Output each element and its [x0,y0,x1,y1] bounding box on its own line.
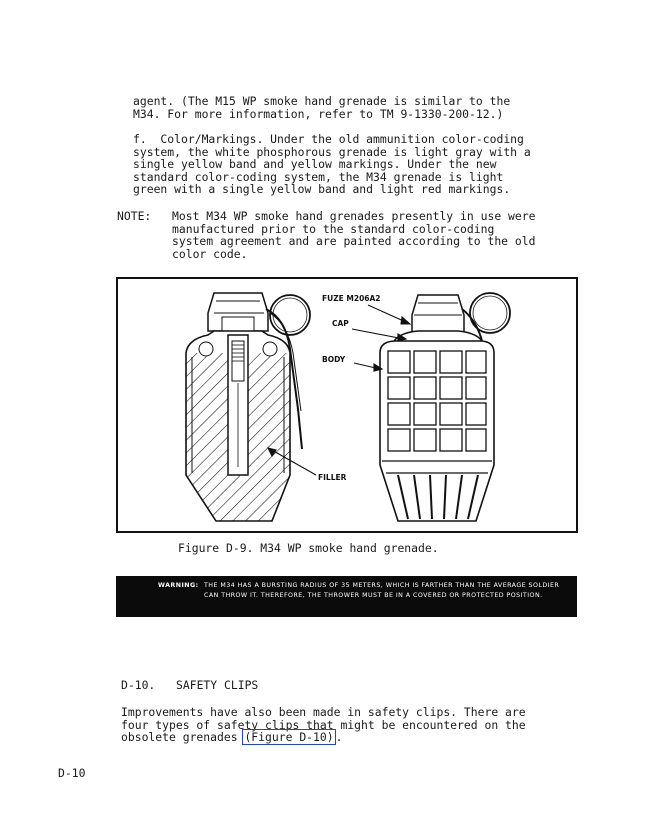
text-line: four types of safety clips that might be encountered on the [121,717,526,732]
grenade-illustration [118,279,576,531]
warning-banner [116,576,577,617]
text-line: . [335,730,343,745]
text-line: obsolete grenades [121,730,245,745]
note-label: NOTE: [117,209,152,223]
section-number: D-10. [121,678,156,692]
text-line: system agreement and are painted according to the old [172,234,536,249]
note-text [172,210,535,260]
page-number: D-10 [58,766,86,780]
warning-text: THE M34 HAS A BURSTING RADIUS OF 35 METERS, WHICH IS FARTHER THAN THE AVERAGE SOLDIER CAN THROW IT. THEREFORE, THE THROWER MUST BE IN A COVERED OR PROTECTED POSITION. [204,582,560,599]
warning-label: WARNING: [158,582,199,589]
text-line: agent. (The M15 WP smoke hand grenade is similar to the [133,94,511,108]
figure-d9-frame [116,277,578,533]
text-line: color code. [172,246,248,261]
cutaway-grenade [186,293,310,521]
text-line: Most M34 WP smoke hand grenades presently in use were [172,209,536,223]
filler-label: FILLER [318,473,347,482]
agent-paragraph [133,95,510,120]
text-line: M34. For more information, refer to TM 9-1330-200-12.) [133,106,504,121]
cap-label: CAP [332,319,349,328]
text-line: f. Color/Markings. Under the old ammunition color-coding [133,132,524,146]
color-markings-paragraph [133,133,531,196]
text-line: green with a single yellow band and light red markings. [133,182,511,197]
section-title: SAFETY CLIPS [176,678,259,692]
safety-clips-paragraph [121,706,526,744]
fuze-label: FUZE M206A2 [322,294,381,303]
body-label: BODY [322,355,346,364]
text-line: single yellow band and yellow markings. Under the new [133,157,497,172]
figure-d10-link[interactable]: (Figure D-10) [244,730,334,745]
text-line: standard color-coding system, the M34 grenade is light [133,169,504,184]
figure-caption: Figure D-9. M34 WP smoke hand grenade. [178,541,439,555]
text-line: Improvements have also been made in safety clips. There are [121,705,526,719]
text-line: manufactured prior to the standard color-coding [172,221,495,236]
exterior-grenade [380,293,510,521]
text-line: system, the white phosphorous grenade is light gray with a [133,144,531,159]
